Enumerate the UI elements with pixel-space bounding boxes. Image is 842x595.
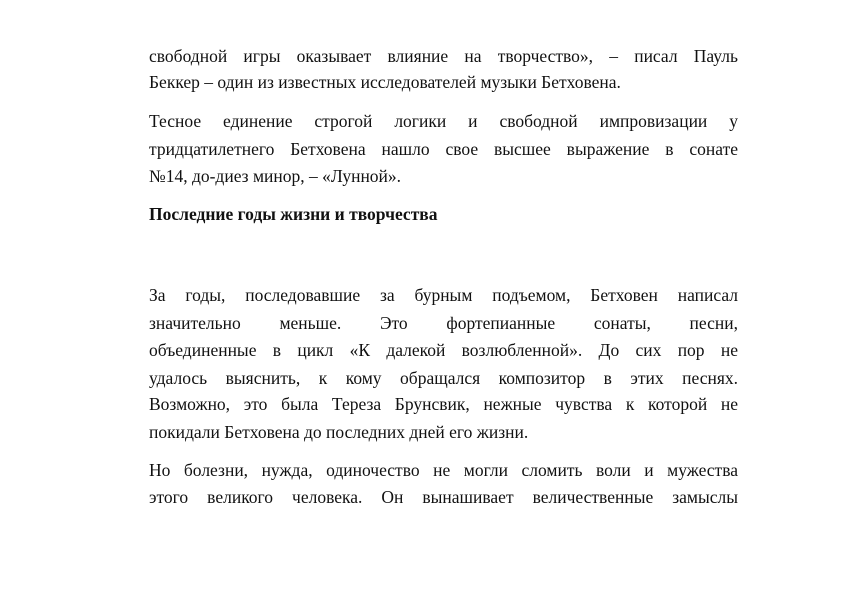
text-line: удалось выяснить, к кому обращался композитор в этих песнях.: [149, 368, 738, 388]
text-line: Тесное единение строгой логики и свободной импровизации у: [149, 111, 738, 131]
text-line: Но болезни, нужда, одиночество не могли сломить воли и мужества: [149, 460, 738, 480]
text-line: Беккер – один из известных исследователей музыки Бетховена.: [149, 72, 621, 92]
section-heading: Последние годы жизни и творчества: [149, 204, 438, 224]
text-line: За годы, последовавшие за бурным подъемом, Бетховен написал: [149, 285, 738, 305]
text-line: этого великого человека. Он вынашивает величественные замыслы: [149, 487, 738, 507]
text-line: значительно меньше. Это фортепианные сонаты, песни,: [149, 313, 738, 333]
text-line: свободной игры оказывает влияние на творчество», – писал Пауль: [149, 46, 738, 66]
text-line: покидали Бетховена до последних дней его жизни.: [149, 422, 529, 442]
text-line: №14, до-диез минор, – «Лунной».: [149, 166, 402, 186]
text-line: тридцатилетнего Бетховена нашло свое высшее выражение в сонате: [149, 139, 738, 159]
text-line: объединенные в цикл «К далекой возлюбленной». До сих пор не: [149, 340, 738, 360]
text-line: Возможно, это была Тереза Брунсвик, нежные чувства к которой не: [149, 394, 738, 414]
